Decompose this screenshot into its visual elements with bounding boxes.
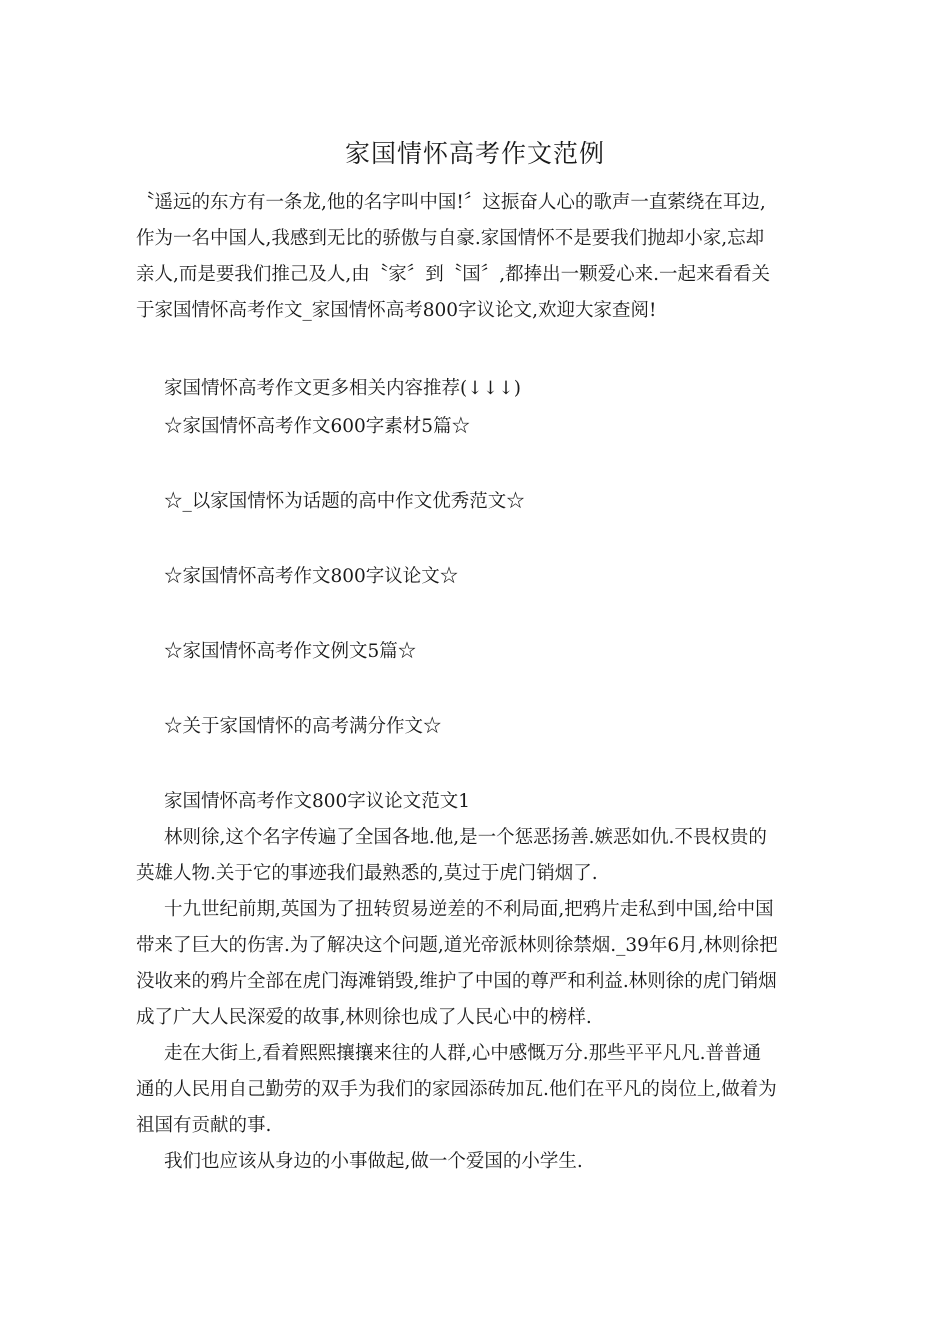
intro-line: 作为一名中国人,我感到无比的骄傲与自豪.家国情怀不是要我们抛却小家,忘却 xyxy=(136,228,765,249)
recommend-link-2[interactable]: ☆_以家国情怀为话题的高中作文优秀范文☆ xyxy=(164,491,525,512)
recommend-link-4[interactable]: ☆家国情怀高考作文例文5篇☆ xyxy=(164,641,417,662)
essay-line: 我们也应该从身边的小事做起,做一个爱国的小学生. xyxy=(164,1151,583,1172)
intro-line: 〝遥远的东方有一条龙,他的名字叫中国!〞这振奋人心的歌声一直萦绕在耳边, xyxy=(136,192,766,213)
intro-paragraph xyxy=(136,185,826,329)
essay-body xyxy=(136,820,826,1180)
recommend-link-5[interactable]: ☆关于家国情怀的高考满分作文☆ xyxy=(164,716,442,737)
essay-line: 带来了巨大的伤害.为了解决这个问题,道光帝派林则徐禁烟._39年6月,林则徐把 xyxy=(136,935,778,956)
essay-line: 英雄人物.关于它的事迹我们最熟悉的,莫过于虎门销烟了. xyxy=(136,863,598,884)
essay-line: 走在大街上,看着熙熙攘攘来往的人群,心中感慨万分.那些平平凡凡.普普通 xyxy=(164,1043,762,1064)
essay-line: 祖国有贡献的事. xyxy=(136,1115,272,1136)
recommend-heading: 家国情怀高考作文更多相关内容推荐(↓↓↓) xyxy=(164,378,521,399)
essay-line: 没收来的鸦片全部在虎门海滩销毁,维护了中国的尊严和利益.林则徐的虎门销烟 xyxy=(136,971,777,992)
essay-heading: 家国情怀高考作文800字议论文范文1 xyxy=(164,791,471,812)
essay-line: 林则徐,这个名字传遍了全国各地.他,是一个惩恶扬善.嫉恶如仇.不畏权贵的 xyxy=(164,827,767,848)
essay-line: 十九世纪前期,英国为了扭转贸易逆差的不利局面,把鸦片走私到中国,给中国 xyxy=(164,899,774,920)
recommend-link-1[interactable]: ☆家国情怀高考作文600字素材5篇☆ xyxy=(164,416,471,437)
essay-line: 成了广大人民深爱的故事,林则徐也成了人民心中的榜样. xyxy=(136,1007,592,1028)
intro-line: 于家国情怀高考作文_家国情怀高考800字议论文,欢迎大家查阅! xyxy=(136,300,657,321)
document-title: 家国情怀高考作文范例 xyxy=(344,139,605,168)
recommend-link-3[interactable]: ☆家国情怀高考作文800字议论文☆ xyxy=(164,566,459,587)
intro-line: 亲人,而是要我们推己及人,由〝家〞到〝国〞,都捧出一颗爱心来.一起来看看关 xyxy=(136,264,771,285)
essay-line: 通的人民用自己勤劳的双手为我们的家园添砖加瓦.他们在平凡的岗位上,做着为 xyxy=(136,1079,777,1100)
